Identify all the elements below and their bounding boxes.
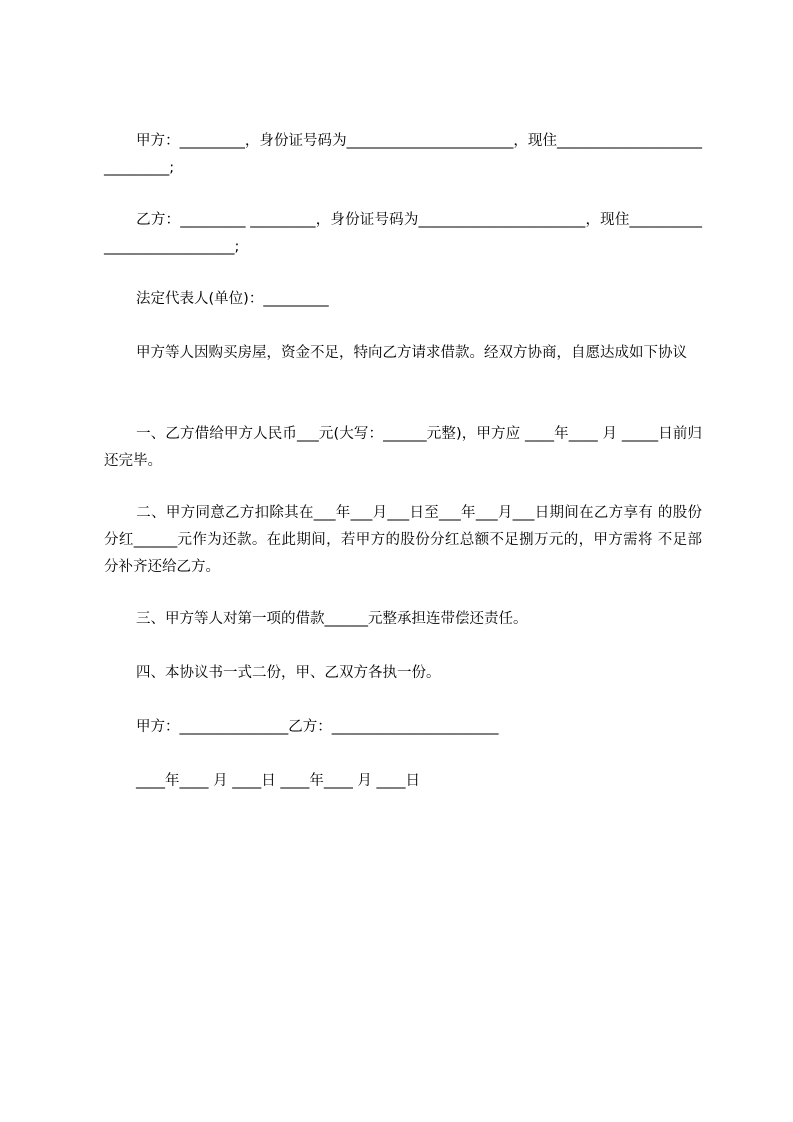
date-line <box>104 768 702 795</box>
party-a-info <box>104 128 702 182</box>
clause-3-text: 三、甲方等人对第一项的借款______元整承担连带偿还责任。 <box>136 611 528 627</box>
clause-2-text: 二、甲方同意乙方扣除其在___年___月___日至___年___月___日期间在乙方享有 的股份分红______元作为还款。在此期间，若甲方的股份分红总额不足捌万元的，甲方需将 不足部分补齐还给乙方。 <box>104 505 702 575</box>
clause-1-text: 一、乙方借给甲方人民币___元(大写：______元整)，甲方应 ____年____ 月 _____日前归还完毕。 <box>104 426 702 469</box>
signature-line <box>104 714 702 741</box>
clause-1 <box>104 421 702 475</box>
clause-4 <box>104 660 702 687</box>
preamble <box>104 340 702 367</box>
party-a-info-text: 甲方：_________，身份证号码为_______________________，现住_____________________________; <box>104 133 702 176</box>
signature-line-text: 甲方：_______________乙方：_______________________ <box>136 719 499 735</box>
clause-2 <box>104 500 702 581</box>
preamble-text: 甲方等人因购买房屋，资金不足，特向乙方请求借款。经双方协商，自愿达成如下协议 <box>136 345 687 361</box>
date-line-text: ____年____ 月 ____日 ____年____ 月 ____日 <box>136 773 421 789</box>
party-b-info-text: 乙方：_________ _________，身份证号码为_______________________，现住____________________________; <box>104 212 702 255</box>
legal-representative <box>104 286 702 313</box>
party-b-info <box>104 207 702 261</box>
clause-4-text: 四、本协议书一式二份，甲、乙双方各执一份。 <box>136 665 441 681</box>
clause-3 <box>104 606 702 633</box>
legal-representative-text: 法定代表人(单位)：_________ <box>136 291 329 307</box>
